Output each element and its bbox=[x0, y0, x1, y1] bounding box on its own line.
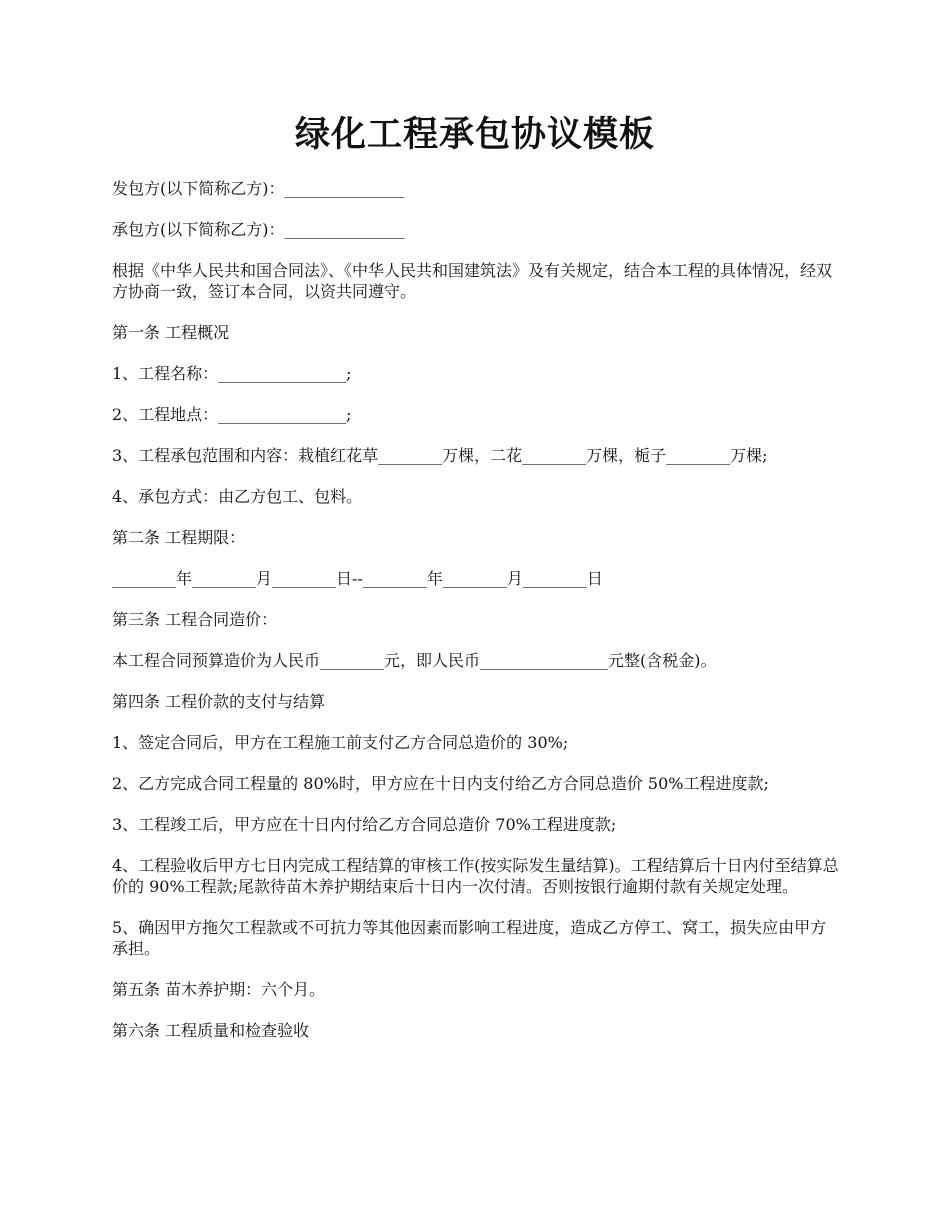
article-1-heading: 第一条 工程概况 bbox=[112, 323, 230, 342]
document-body bbox=[112, 178, 840, 1061]
payment-item-3: 3、工程竣工后，甲方应在十日内付给乙方合同总造价 70%工程进度款; bbox=[112, 815, 617, 834]
project-location-line: 2、工程地点：________________; bbox=[112, 405, 352, 424]
article-4-heading: 第四条 工程价款的支付与结算 bbox=[112, 692, 326, 711]
contract-method-line: 4、承包方式：由乙方包工、包料。 bbox=[112, 487, 363, 506]
project-scope-line: 3、工程承包范围和内容：栽植红花草________万棵，二花________万棵，栀子________万棵; bbox=[112, 446, 768, 465]
payment-item-4: 4、工程验收后甲方七日内完成工程结算的审核工作(按实际发生量结算)。工程结算后十日内付至结算总价的 90%工程款;尾款待苗木养护期结束后十日内一次付清。否则按银行逾期付款有关规定处理。 bbox=[112, 856, 839, 896]
article-6-heading: 第六条 工程质量和检查验收 bbox=[112, 1021, 310, 1040]
article-3-heading: 第三条 工程合同造价： bbox=[112, 610, 278, 629]
project-name-line: 1、工程名称：________________; bbox=[112, 364, 352, 383]
project-period-line: ________年________月________日--________年________月________日 bbox=[112, 569, 603, 588]
preamble-paragraph: 根据《中华人民共和国合同法》、《中华人民共和国建筑法》及有关规定，结合本工程的具体情况，经双方协商一致，签订本合同，以资共同遵守。 bbox=[112, 261, 833, 301]
article-2-heading: 第二条 工程期限： bbox=[112, 528, 246, 547]
contract-price-line: 本工程合同预算造价为人民币________元，即人民币________________元整(含税金)。 bbox=[112, 651, 717, 670]
document-title: 绿化工程承包协议模板 bbox=[294, 115, 655, 155]
party-a-line: 发包方(以下简称乙方)：_______________ bbox=[112, 179, 405, 198]
payment-item-5: 5、确因甲方拖欠工程款或不可抗力等其他因素而影响工程进度，造成乙方停工、窝工，损失应由甲方承担。 bbox=[112, 918, 827, 958]
party-b-line: 承包方(以下简称乙方)：_______________ bbox=[112, 220, 405, 239]
payment-item-1: 1、签定合同后，甲方在工程施工前支付乙方合同总造价的 30%; bbox=[112, 733, 569, 752]
article-5-heading: 第五条 苗木养护期：六个月。 bbox=[112, 980, 326, 999]
payment-item-2: 2、乙方完成合同工程量的 80%时，甲方应在十日内支付给乙方合同总造价 50%工程进度款; bbox=[112, 774, 769, 793]
